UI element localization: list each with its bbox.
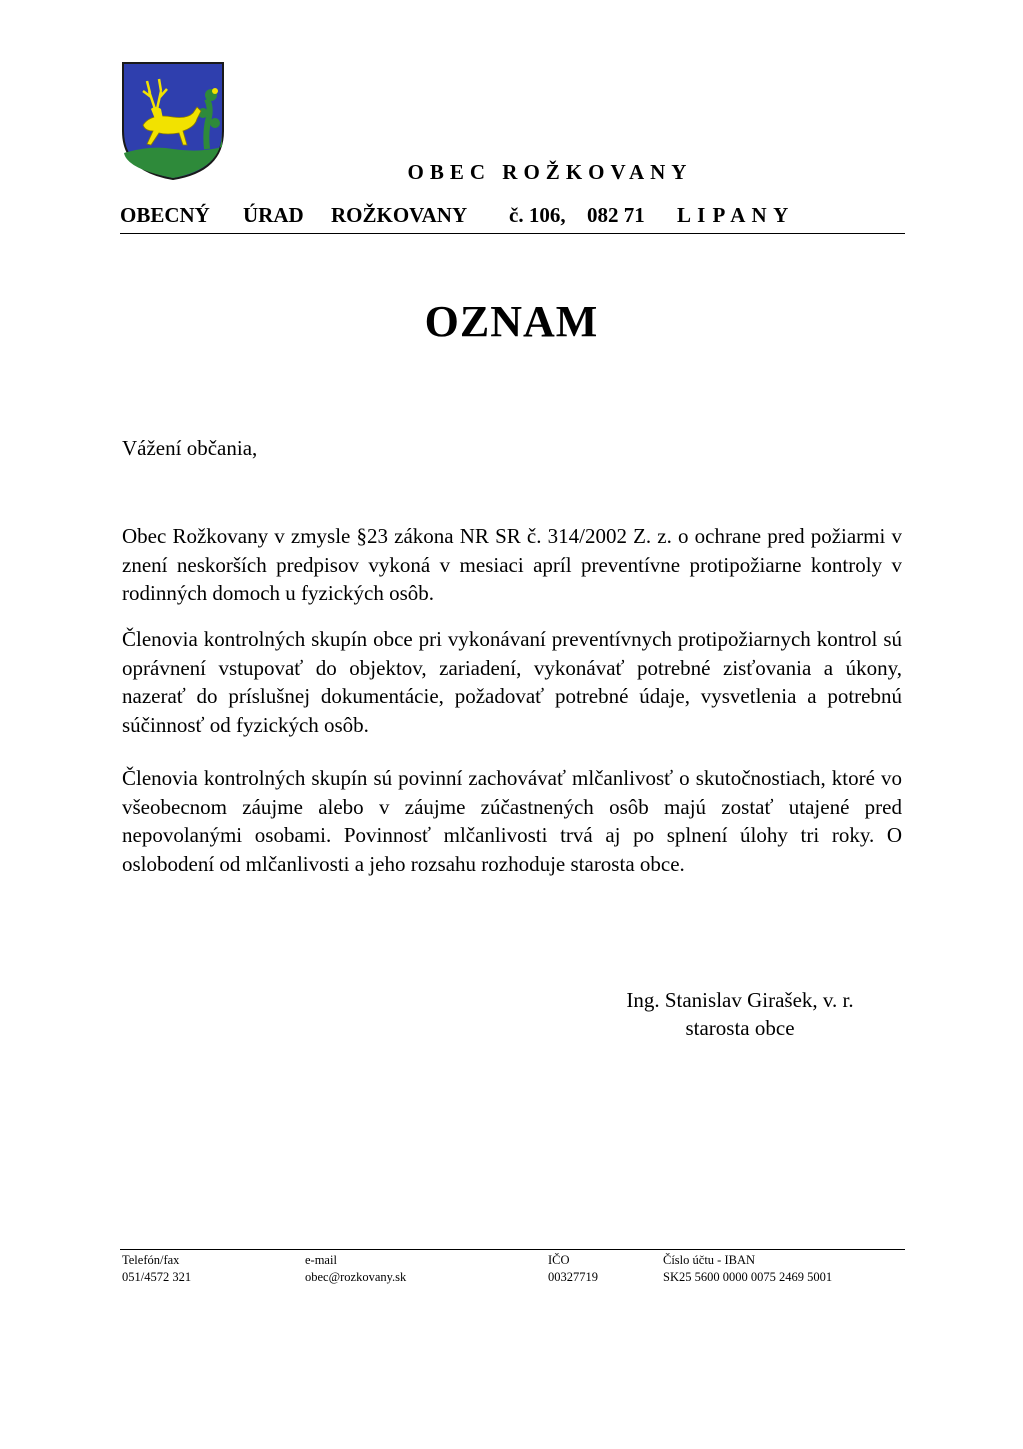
office-address-line [120, 203, 904, 228]
office-part: OBECNÝ [120, 203, 210, 227]
footer-value: 00327719 [548, 1270, 598, 1284]
footer-value: obec@rozkovany.sk [305, 1270, 407, 1284]
signatory-role: starosta obce [685, 1016, 795, 1040]
office-part: 082 71 [587, 203, 645, 227]
greeting: Vážení občania, [122, 436, 258, 460]
office-part: ROŽKOVANY [331, 203, 468, 227]
body-paragraph: Obec Rožkovany v zmysle §23 zákona NR SR č. 314/2002 Z. z. o ochrane pred požiarmi v znení neskorších predpisov vykoná v mesiaci apríl preventívne protipožiarne kontroly v rodinných domoch u fyzických osôb. [122, 524, 902, 605]
office-part: L I P A N Y [677, 203, 790, 227]
footer-email [305, 1252, 406, 1286]
footer-label: Telefón/fax [122, 1253, 180, 1267]
footer-iban [663, 1252, 832, 1286]
signature-block [600, 986, 880, 1042]
office-part: č. 106, [509, 203, 566, 227]
footer-divider [120, 1249, 905, 1250]
page-title: OZNAM [424, 297, 599, 346]
footer-value: 051/4572 321 [122, 1270, 192, 1284]
footer-ico [548, 1252, 598, 1286]
signatory-name: Ing. Stanislav Girašek, v. r. [626, 988, 854, 1012]
coat-of-arms-stag-icon [121, 61, 225, 181]
office-part: ÚRAD [243, 203, 304, 227]
body-paragraph: Členovia kontrolných skupín obce pri vykonávaní preventívnych protipožiarnych kontrol sú oprávnení vstupovať do objektov, zariadení, vykonávať potrebné zisťovania a úkony, nazerať do príslušnej dokumentácie, požadovať potrebné údaje, vysvetlenia a potrebnú súčinnosť od fyzických osôb. [122, 627, 902, 737]
footer-value: SK25 5600 0000 0075 2469 5001 [663, 1270, 833, 1284]
footer-label: IČO [548, 1253, 570, 1267]
footer-label: Číslo účtu - IBAN [663, 1253, 756, 1267]
footer-label: e-mail [305, 1253, 337, 1267]
footer-phone [122, 1252, 191, 1286]
organization-name: OBEC ROŽKOVANY [407, 160, 693, 184]
header-divider [120, 233, 905, 234]
body-paragraph: Členovia kontrolných skupín sú povinní zachovávať mlčanlivosť o skutočnostiach, ktoré vo všeobecnom záujme alebo v záujme zúčastnených osôb majú zostať utajené pred nepovolanými osobami. Povinnosť mlčanlivosti trvá aj po splnení úlohy tri roky. O oslobodení od mlčanlivosti a jeho rozsahu rozhoduje starosta obce. [122, 766, 902, 876]
